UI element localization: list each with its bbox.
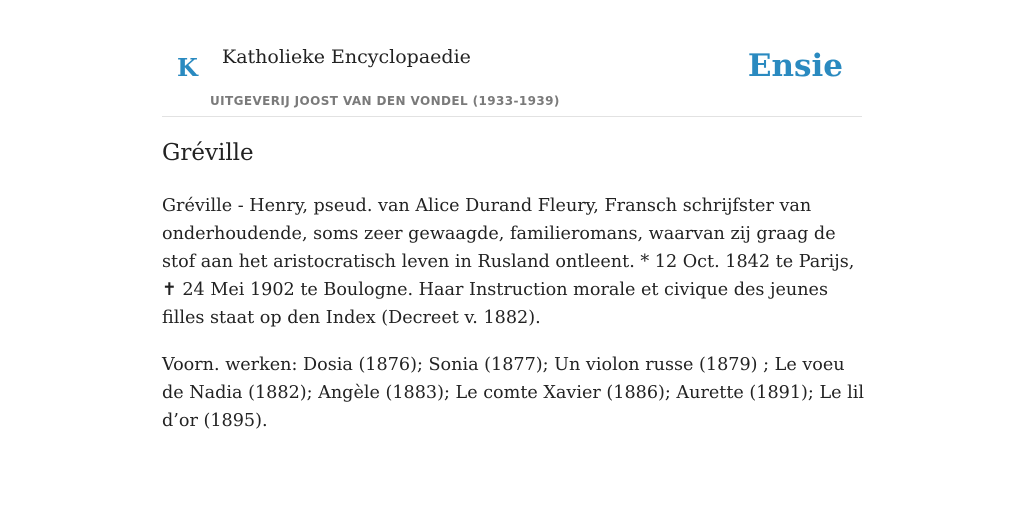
publisher-label: UITGEVERIJ JOOST VAN DEN VONDEL (1933-1939): [210, 94, 560, 108]
page-container: [162, 0, 865, 431]
article-title: Gréville: [162, 140, 254, 166]
article-paragraph: Gréville - Henry, pseud. van Alice Durand Fleury, Fransch schrijfster van onderhoudende, soms zeer gewaagde, familieromans, waarvan zij graag de stof aan het aristocratisch leven in Rusland ontleent. * 12 Oct. 1842 te Parijs, ✝ 24 Mei 1902 te Boulogne. Haar Instruction morale et civique des jeunes filles staat op den Index (Decreet v. 1882).: [162, 196, 855, 328]
site-header: [162, 0, 862, 117]
site-logo-icon[interactable]: K: [177, 53, 198, 82]
article-paragraph: Voorn. werken: Dosia (1876); Sonia (1877); Un violon russe (1879) ; Le voeu de Nadia (1882); Angèle (1883); Le comte Xavier (1886); Aurette (1891); Le lil d’or (1895).: [162, 355, 865, 431]
brand-logo-link[interactable]: Ensie: [747, 48, 843, 84]
article-body: [162, 192, 866, 454]
site-title[interactable]: Katholieke Encyclopaedie: [222, 46, 471, 68]
